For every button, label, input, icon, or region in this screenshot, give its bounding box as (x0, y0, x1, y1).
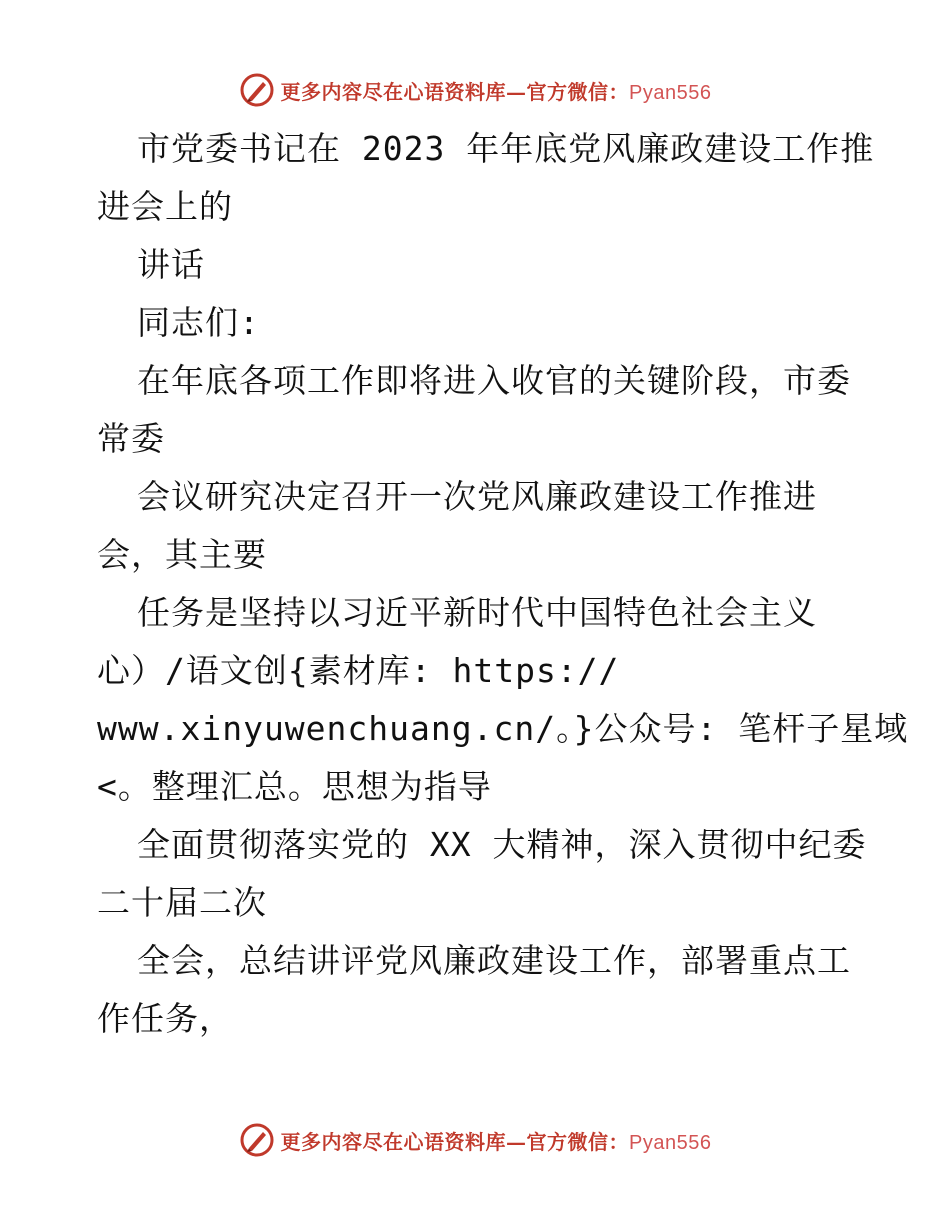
watermark-text (281, 76, 712, 105)
pen-logo-icon (239, 1122, 275, 1158)
document-line: 在年底各项工作即将进入收官的关键阶段，市委 (137, 361, 851, 400)
document-line: 任务是坚持以习近平新时代中国特色社会主义 (137, 593, 817, 632)
watermark-wechat-id: Pyan556 (629, 1131, 712, 1154)
watermark-text (281, 1126, 712, 1155)
watermark-brand: 更多内容尽在心语资料库 (280, 1129, 507, 1154)
document-line: 二十届二次 (97, 883, 267, 922)
watermark-brand: 更多内容尽在心语资料库 (280, 79, 507, 104)
document-line: 会，其主要 (97, 535, 267, 574)
document-body (97, 120, 909, 1048)
watermark-wechat-label: 官方微信： (526, 79, 630, 104)
document-line: 进会上的 (97, 187, 233, 226)
watermark-banner-top (0, 70, 950, 110)
watermark-wechat-label: 官方微信： (526, 1129, 630, 1154)
document-line: 心）/语文创{素材库: https:// (97, 651, 620, 690)
document-line: 常委 (97, 419, 165, 458)
document-line: 讲话 (137, 245, 205, 284)
document-line: www.xinyuwenchuang.cn/。}公众号: 笔杆子星域 (97, 709, 909, 748)
watermark-dash: — (506, 79, 527, 104)
document-line: 作任务， (97, 999, 233, 1038)
document-line: 市党委书记在 2023 年年底党风廉政建设工作推 (137, 129, 875, 168)
pen-logo-icon (239, 72, 275, 108)
document-line: 全面贯彻落实党的 XX 大精神，深入贯彻中纪委 (137, 825, 867, 864)
watermark-dash: — (506, 1129, 527, 1154)
watermark-banner-bottom (0, 1120, 950, 1160)
document-line: <。整理汇总。思想为指导 (97, 767, 492, 806)
watermark-wechat-id: Pyan556 (629, 81, 712, 104)
document-line: 会议研究决定召开一次党风廉政建设工作推进 (137, 477, 817, 516)
document-line: 同志们: (137, 303, 260, 342)
document-line: 全会，总结讲评党风廉政建设工作，部署重点工 (137, 941, 851, 980)
